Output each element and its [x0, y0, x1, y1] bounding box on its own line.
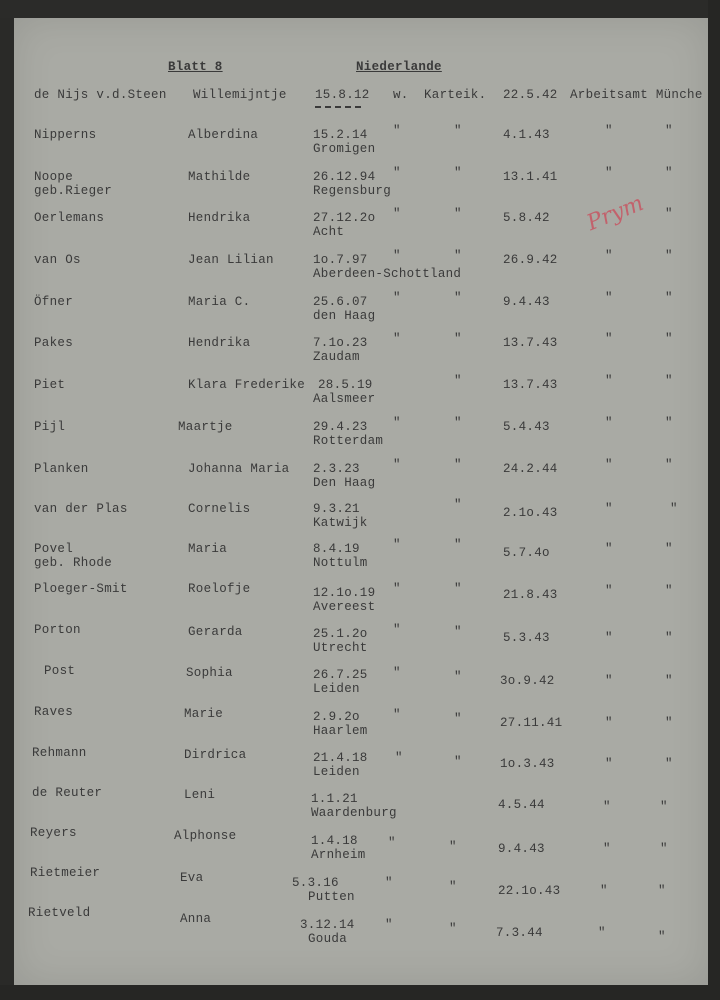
- row-name: Ploeger-Smit: [34, 582, 128, 596]
- ditto-mark: ": [454, 166, 462, 180]
- ditto-mark: ": [665, 631, 673, 645]
- ditto-mark: ": [658, 884, 666, 898]
- ditto-mark: ": [665, 166, 673, 180]
- row-entry: 5.7.4o: [503, 546, 550, 560]
- row-place: Waardenburg: [311, 806, 397, 820]
- ditto-mark: ": [605, 166, 613, 180]
- row-place: Zaudam: [313, 350, 360, 364]
- ditto-mark: ": [665, 542, 673, 556]
- ditto-mark: ": [454, 124, 462, 138]
- ditto-mark: ": [393, 538, 401, 552]
- row-place: Utrecht: [313, 641, 368, 655]
- row-date: 1.1.21: [311, 792, 358, 806]
- row-given: Cornelis: [188, 502, 251, 516]
- row-place: Gromigen: [313, 142, 376, 156]
- ditto-mark: ": [393, 666, 401, 680]
- row-entry: 24.2.44: [503, 462, 558, 476]
- first-row-name: de Nijs v.d.Steen: [34, 88, 167, 102]
- row-date: 2.9.2o: [313, 710, 360, 724]
- row-date: 27.12.2o: [313, 211, 376, 225]
- ditto-mark: ": [605, 416, 613, 430]
- ditto-mark: ": [660, 842, 668, 856]
- row-date: 15.2.14: [313, 128, 368, 142]
- row-entry: 27.11.41: [500, 716, 563, 730]
- row-entry: 13.7.43: [503, 336, 558, 350]
- row-given: Maartje: [178, 420, 233, 434]
- row-place: Haarlem: [313, 724, 368, 738]
- row-place: den Haag: [313, 309, 376, 323]
- row-name: Planken: [34, 462, 89, 476]
- row-given: Anna: [180, 912, 212, 926]
- row-name: Rietveld: [28, 906, 91, 920]
- ditto-mark: ": [665, 757, 673, 771]
- ditto-mark: ": [454, 712, 462, 726]
- row-entry: 4.5.44: [498, 798, 545, 812]
- ditto-mark: ": [393, 207, 401, 221]
- ditto-mark: ": [605, 291, 613, 305]
- row-entry: 21.8.43: [503, 588, 558, 602]
- row-name: van Os: [34, 253, 81, 267]
- ditto-mark: ": [393, 416, 401, 430]
- ditto-mark: ": [449, 880, 457, 894]
- row-name: Rehmann: [32, 746, 87, 760]
- ditto-mark: ": [454, 332, 462, 346]
- ditto-mark: ": [385, 876, 393, 890]
- row-entry: 13.7.43: [503, 378, 558, 392]
- ditto-mark: ": [454, 207, 462, 221]
- ditto-mark: ": [665, 674, 673, 688]
- row-place: Avereest: [313, 600, 376, 614]
- row-given: Hendrika: [188, 336, 251, 350]
- ditto-mark: ": [454, 670, 462, 684]
- row-date: 25.6.07: [313, 295, 368, 309]
- row-place: Leiden: [313, 682, 360, 696]
- row-given: Mathilde: [188, 170, 251, 184]
- ditto-mark: ": [449, 922, 457, 936]
- row-date: 5.3.16: [292, 876, 339, 890]
- row-date: 7.1o.23: [313, 336, 368, 350]
- ditto-mark: ": [665, 332, 673, 346]
- ditto-mark: ": [658, 930, 666, 944]
- row-date: 9.3.21: [313, 502, 360, 516]
- row-place: Rotterdam: [313, 434, 384, 448]
- ditto-mark: ": [603, 842, 611, 856]
- row-entry: 9.4.43: [498, 842, 545, 856]
- ditto-mark: ": [603, 800, 611, 814]
- ditto-mark: ": [454, 625, 462, 639]
- ditto-mark: ": [665, 124, 673, 138]
- row-date: 26.7.25: [313, 668, 368, 682]
- handwritten-signature: Prym: [583, 190, 648, 237]
- ditto-mark: ": [393, 458, 401, 472]
- row-entry: 3o.9.42: [500, 674, 555, 688]
- row-given: Johanna Maria: [188, 462, 290, 476]
- row-given: Eva: [180, 871, 204, 885]
- row-name: Oerlemans: [34, 211, 105, 225]
- ditto-mark: ": [454, 498, 462, 512]
- row-date: 1o.7.97: [313, 253, 368, 267]
- ditto-mark: ": [670, 502, 678, 516]
- ditto-mark: ": [605, 502, 613, 516]
- scan-border-bottom: [0, 985, 720, 1000]
- country-heading: Niederlande: [356, 60, 442, 74]
- ditto-mark: ": [600, 884, 608, 898]
- ditto-mark: ": [454, 291, 462, 305]
- scan-border-top: [0, 0, 720, 18]
- row-name: Pijl: [34, 420, 66, 434]
- row-date: 8.4.19: [313, 542, 360, 556]
- ditto-mark: ": [605, 124, 613, 138]
- row-name: Piet: [34, 378, 66, 392]
- row-entry: 4.1.43: [503, 128, 550, 142]
- ditto-mark: ": [393, 249, 401, 263]
- row-given: Klara Frederike: [188, 378, 306, 392]
- row-place: Aberdeen-Schottland: [313, 267, 462, 281]
- ditto-mark: ": [660, 800, 668, 814]
- ditto-mark: ": [393, 582, 401, 596]
- ditto-mark: ": [385, 918, 393, 932]
- row-given: Dirdrica: [184, 748, 247, 762]
- row-given: Alphonse: [174, 829, 237, 843]
- ditto-mark: ": [605, 458, 613, 472]
- row-place: Den Haag: [313, 476, 376, 490]
- ditto-mark: ": [665, 416, 673, 430]
- ditto-mark: ": [388, 836, 396, 850]
- ditto-mark: ": [605, 584, 613, 598]
- row-name: Pakes: [34, 336, 74, 350]
- row-given: Hendrika: [188, 211, 251, 225]
- first-row-sex: w.: [393, 88, 409, 102]
- row-place: Acht: [313, 225, 345, 239]
- ditto-mark: ": [665, 716, 673, 730]
- row-name: Post: [44, 664, 76, 678]
- row-entry: 13.1.41: [503, 170, 558, 184]
- first-row-entry: 22.5.42: [503, 88, 558, 102]
- row-name: van der Plas: [34, 502, 128, 516]
- row-place: Leiden: [313, 765, 360, 779]
- row-entry: 22.1o.43: [498, 884, 561, 898]
- ditto-mark: ": [454, 755, 462, 769]
- row-given: Leni: [184, 788, 216, 802]
- first-row-kartei: Karteik.: [424, 88, 487, 102]
- ditto-mark: ": [665, 207, 673, 221]
- row-place: Regensburg: [313, 184, 392, 198]
- row-name: Rietmeier: [30, 866, 101, 880]
- sheet-number: Blatt 8: [168, 60, 223, 74]
- row-given: Roelofje: [188, 582, 251, 596]
- row-date: 25.1.2o: [313, 627, 368, 641]
- ditto-mark: ": [605, 716, 613, 730]
- ditto-mark: ": [605, 542, 613, 556]
- row-name: Povel geb. Rhode: [34, 542, 113, 570]
- row-entry: 9.4.43: [503, 295, 550, 309]
- row-name: Noope geb.Rieger: [34, 170, 113, 198]
- first-row-date: 15.8.12: [315, 88, 370, 102]
- ditto-mark: ": [393, 124, 401, 138]
- first-row-given: Willemijntje: [193, 88, 287, 102]
- row-given: Maria C.: [188, 295, 251, 309]
- ditto-mark: ": [605, 674, 613, 688]
- ditto-mark: ": [393, 708, 401, 722]
- row-given: Marie: [184, 707, 224, 721]
- row-place: Katwijk: [313, 516, 368, 530]
- row-date: 28.5.19: [318, 378, 373, 392]
- row-entry: 2.1o.43: [503, 506, 558, 520]
- row-date: 3.12.14: [300, 918, 355, 932]
- row-place: Aalsmeer: [313, 392, 376, 406]
- row-date: 29.4.23: [313, 420, 368, 434]
- row-place: Gouda: [308, 932, 348, 946]
- row-entry: 26.9.42: [503, 253, 558, 267]
- ditto-mark: ": [454, 582, 462, 596]
- ditto-mark: ": [598, 926, 606, 940]
- row-given: Jean Lilian: [188, 253, 274, 267]
- ditto-mark: ": [454, 458, 462, 472]
- row-name: Porton: [34, 623, 81, 637]
- ditto-mark: ": [605, 249, 613, 263]
- first-row-office: Arbeitsamt Münche: [570, 88, 703, 102]
- ditto-mark: ": [665, 374, 673, 388]
- row-given: Gerarda: [188, 625, 243, 639]
- ditto-mark: ": [393, 332, 401, 346]
- ditto-mark: ": [454, 416, 462, 430]
- ditto-mark: ": [393, 166, 401, 180]
- row-given: Sophia: [186, 666, 233, 680]
- ditto-mark: ": [393, 291, 401, 305]
- scan-border-right: [708, 0, 720, 1000]
- row-entry: 5.8.42: [503, 211, 550, 225]
- row-entry: 1o.3.43: [500, 757, 555, 771]
- row-date: 1.4.18: [311, 834, 358, 848]
- ditto-mark: ": [393, 623, 401, 637]
- ditto-mark: ": [605, 631, 613, 645]
- row-name: de Reuter: [32, 786, 103, 800]
- ditto-mark: ": [449, 840, 457, 854]
- ditto-mark: ": [665, 458, 673, 472]
- ditto-mark: ": [454, 538, 462, 552]
- ditto-mark: ": [665, 291, 673, 305]
- row-entry: 7.3.44: [496, 926, 543, 940]
- ditto-mark: ": [665, 249, 673, 263]
- row-date: 2.3.23: [313, 462, 360, 476]
- row-place: Arnheim: [311, 848, 366, 862]
- row-place: Nottulm: [313, 556, 368, 570]
- row-entry: 5.4.43: [503, 420, 550, 434]
- row-entry: 5.3.43: [503, 631, 550, 645]
- date-underline: [315, 106, 361, 108]
- row-place: Putten: [308, 890, 355, 904]
- row-name: Reyers: [30, 826, 77, 840]
- row-name: Öfner: [34, 295, 74, 309]
- row-name: Nipperns: [34, 128, 97, 142]
- ditto-mark: ": [605, 332, 613, 346]
- ditto-mark: ": [605, 374, 613, 388]
- row-date: 12.1o.19: [313, 586, 376, 600]
- row-date: 21.4.18: [313, 751, 368, 765]
- ditto-mark: ": [605, 757, 613, 771]
- ditto-mark: ": [454, 249, 462, 263]
- row-given: Maria: [188, 542, 228, 556]
- ditto-mark: ": [454, 374, 462, 388]
- row-date: 26.12.94: [313, 170, 376, 184]
- row-given: Alberdina: [188, 128, 259, 142]
- row-name: Raves: [34, 705, 74, 719]
- ditto-mark: ": [395, 751, 403, 765]
- ditto-mark: ": [665, 584, 673, 598]
